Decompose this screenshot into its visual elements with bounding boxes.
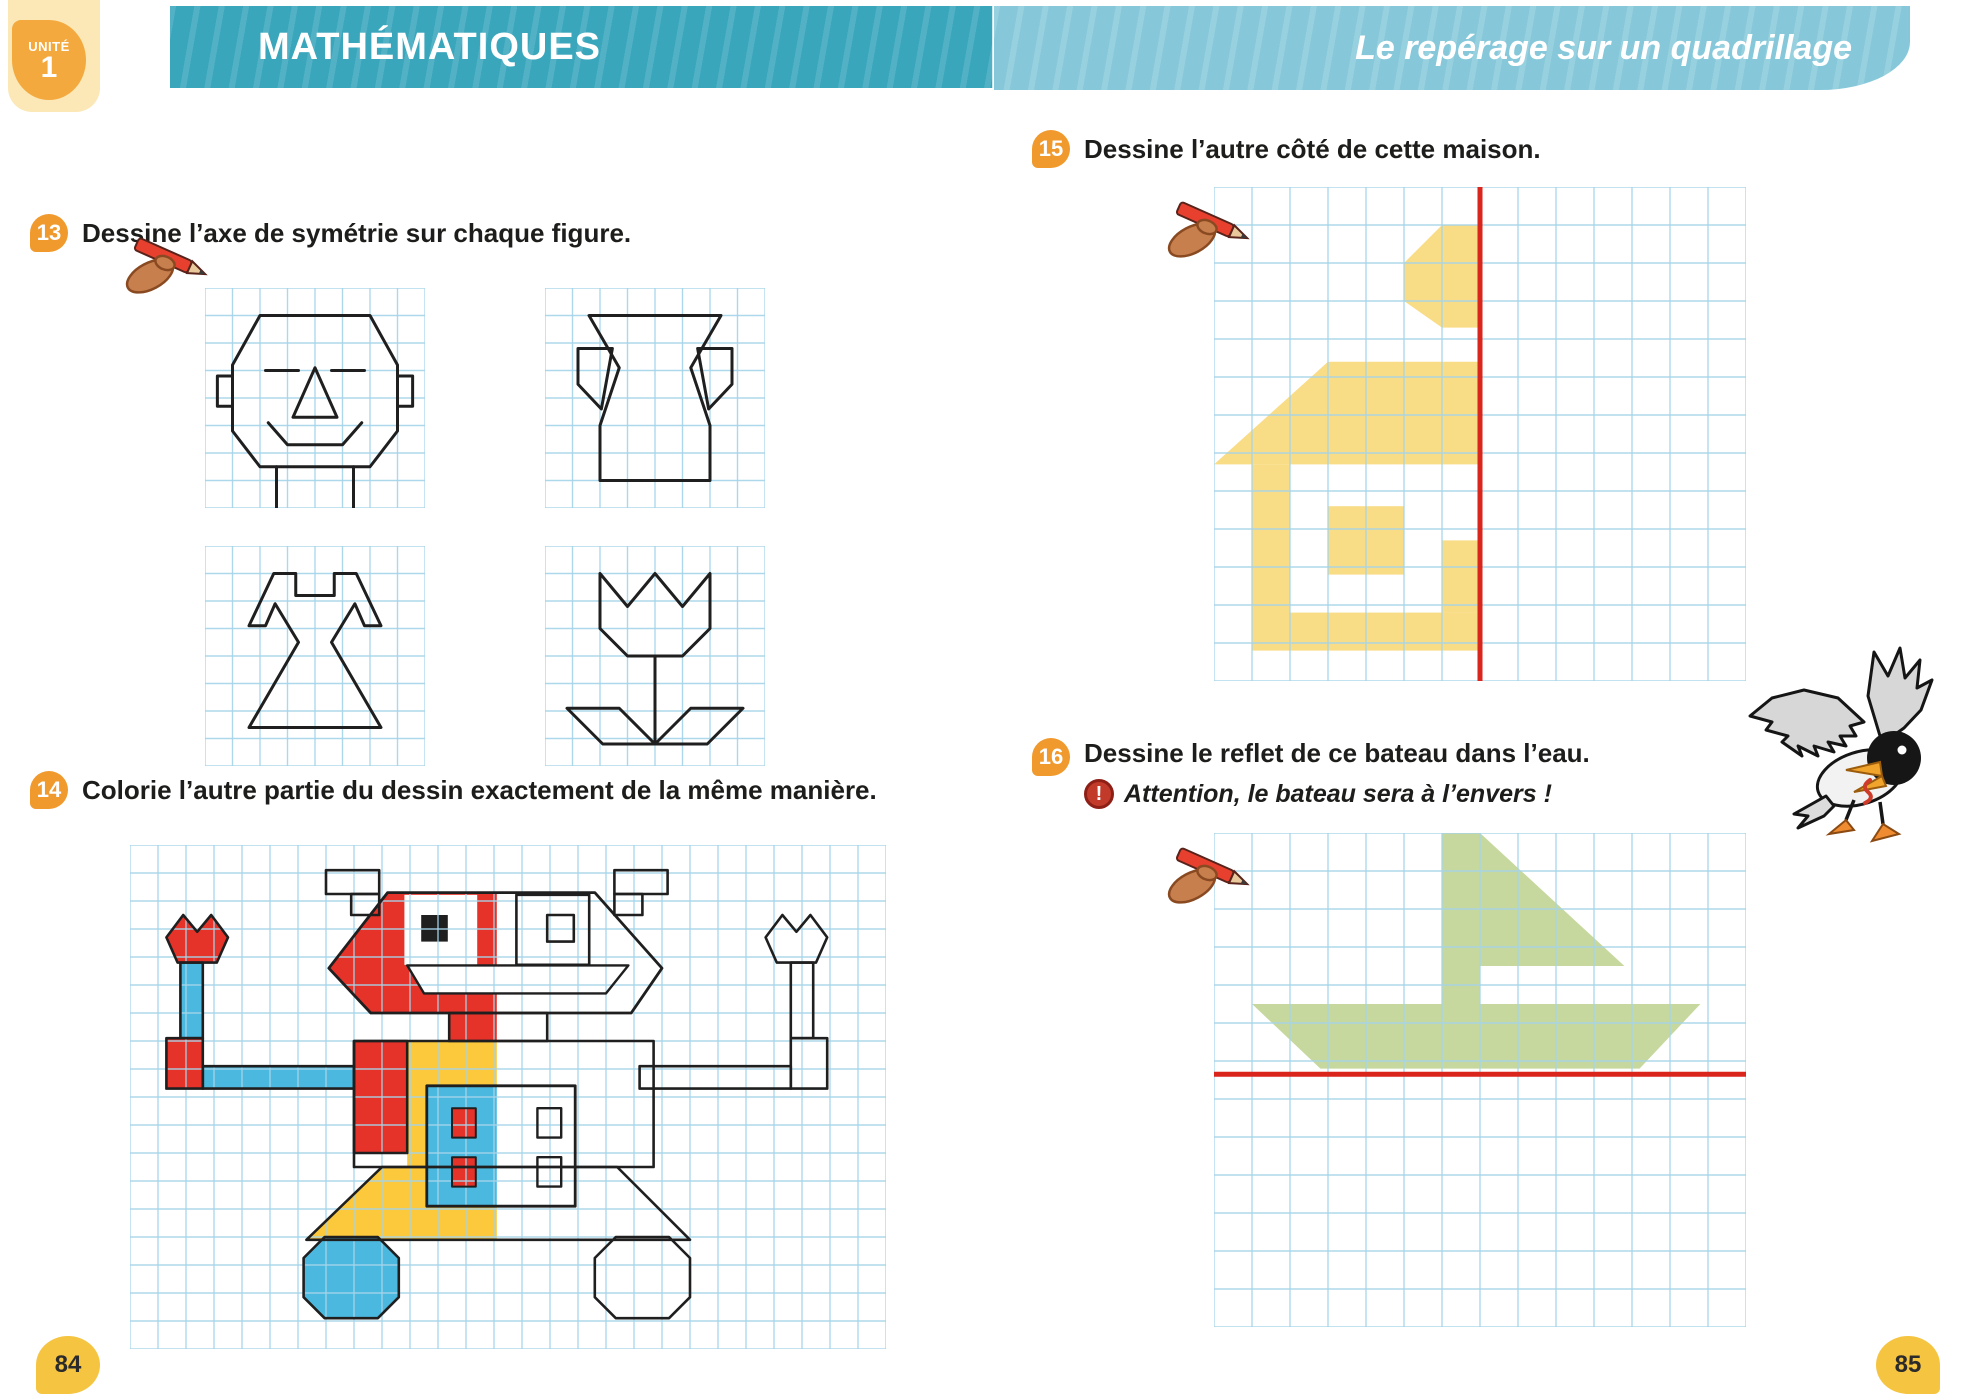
exercise-15-text: Dessine l’autre côté de cette maison. xyxy=(1084,134,1541,164)
warning-icon: ! xyxy=(1084,779,1114,809)
right-header-banner xyxy=(994,6,1910,90)
figure-tulip-grid xyxy=(545,546,765,766)
exercise-13-text: Dessine l’axe de symétrie sur chaque figure. xyxy=(82,218,632,248)
page-gutter-divider xyxy=(992,6,994,88)
left-page-title: MATHÉMATIQUES xyxy=(258,26,602,68)
figure-dress-grid xyxy=(205,546,425,766)
exercise-16-text: Dessine le reflet de ce bateau dans l’eau. xyxy=(1084,738,1590,768)
figure-vase-grid xyxy=(545,288,765,508)
pencil-icon xyxy=(1162,188,1262,266)
exercise-14-text: Colorie l’autre partie du dessin exactement de la même manière. xyxy=(82,775,877,805)
boat-figure xyxy=(1214,833,1746,1327)
exercise-15 xyxy=(1032,130,1541,168)
exercise-16-badge: 16 xyxy=(1032,738,1070,776)
house-figure xyxy=(1214,187,1746,681)
warning-row xyxy=(1084,779,1590,809)
left-header-banner xyxy=(170,6,993,88)
exercise-16 xyxy=(1032,738,1590,809)
dress-figure xyxy=(205,546,425,766)
unit-label: UNITÉ xyxy=(28,38,70,54)
exercise-13-badge: 13 xyxy=(30,214,68,252)
unit-badge xyxy=(12,20,86,100)
seagull-illustration xyxy=(1742,638,1962,853)
figure-house-grid xyxy=(1214,187,1746,681)
figure-face-grid xyxy=(205,288,425,508)
exercise-14-badge: 14 xyxy=(30,771,68,809)
unit-number: 1 xyxy=(40,50,58,84)
page-number-right: 85 xyxy=(1876,1336,1940,1394)
warning-text: Attention, le bateau sera à l’envers ! xyxy=(1124,779,1552,808)
page-number-left: 84 xyxy=(36,1336,100,1394)
exercise-15-badge: 15 xyxy=(1032,130,1070,168)
robot-figure xyxy=(130,845,886,1349)
figure-boat-grid xyxy=(1214,833,1746,1327)
right-page-title: Le repérage sur un quadrillage xyxy=(1355,29,1852,67)
pencil-icon xyxy=(120,224,220,302)
figure-robot-grid xyxy=(130,845,886,1349)
face-figure xyxy=(205,288,425,508)
tulip-figure xyxy=(545,546,765,766)
pencil-icon xyxy=(1162,834,1262,912)
vase-figure xyxy=(545,288,765,508)
exercise-14 xyxy=(30,771,877,809)
